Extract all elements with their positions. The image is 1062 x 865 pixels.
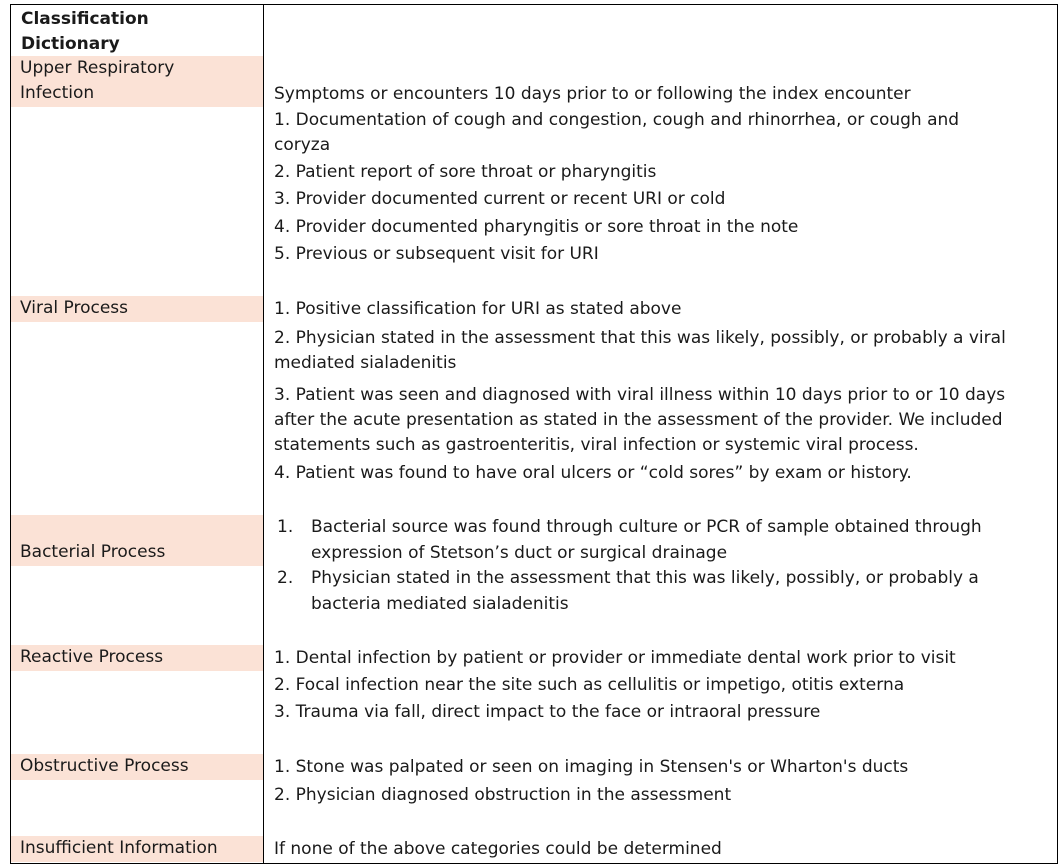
insufficient-criterion: If none of the above categories could be determined xyxy=(274,839,722,859)
obstructive-criterion-2: 2. Physician diagnosed obstruction in the assessment xyxy=(274,785,732,805)
uri-criterion-4: 4. Provider documented pharyngitis or sore throat in the note xyxy=(274,217,799,237)
category-reactive-process: Reactive Process xyxy=(11,645,263,671)
obstructive-criterion-1: 1. Stone was palpated or seen on imaging in Stensen's or Wharton's ducts xyxy=(274,757,909,777)
uri-criterion-2: 2. Patient report of sore throat or pharyngitis xyxy=(274,162,657,182)
uri-criterion-3: 3. Provider documented current or recent URI or cold xyxy=(274,189,726,209)
uri-intro: Symptoms or encounters 10 days prior to or following the index encounter xyxy=(274,84,911,104)
category-upper-respiratory-infection: Upper Respiratory Infection xyxy=(11,56,263,107)
bacterial-criterion-2-number: 2. xyxy=(277,568,294,588)
category-bacterial-process: Bacterial Process xyxy=(11,515,263,566)
reactive-criterion-2: 2. Focal infection near the site such as cellulitis or impetigo, otitis externa xyxy=(274,675,905,695)
uri-criterion-1: 1. Documentation of cough and congestion, cough and rhinorrhea, or cough and coryza xyxy=(274,110,960,155)
category-obstructive-process: Obstructive Process xyxy=(11,754,263,780)
table-title: Classification Dictionary xyxy=(21,9,149,54)
reactive-criterion-1: 1. Dental infection by patient or provider or immediate dental work prior to visit xyxy=(274,648,956,668)
viral-criterion-1: 1. Positive classification for URI as stated above xyxy=(274,299,682,319)
viral-criterion-4: 4. Patient was found to have oral ulcers or “cold sores” by exam or history. xyxy=(274,463,912,483)
bacterial-criterion-2: Physician stated in the assessment that this was likely, possibly, or probably a bacteria mediated sialadenitis xyxy=(311,568,979,614)
category-insufficient-information: Insufficient Information xyxy=(11,836,263,862)
column-divider xyxy=(263,4,264,864)
viral-criterion-3: 3. Patient was seen and diagnosed with viral illness within 10 days prior to or 10 days after the acute presentation as stated in the assessment of the provider. We included statements such as gastroenteritis, viral infection or systemic viral process. xyxy=(274,385,1006,455)
bacterial-criterion-1: Bacterial source was found through culture or PCR of sample obtained through expression of Stetson’s duct or surgical drainage xyxy=(311,517,982,563)
uri-criterion-5: 5. Previous or subsequent visit for URI xyxy=(274,244,599,264)
reactive-criterion-3: 3. Trauma via fall, direct impact to the face or intraoral pressure xyxy=(274,702,821,722)
category-viral-process: Viral Process xyxy=(11,296,263,322)
bacterial-criterion-1-number: 1. xyxy=(277,517,294,537)
viral-criterion-2: 2. Physician stated in the assessment that this was likely, possibly, or probably a viral mediated sialadenitis xyxy=(274,328,1006,373)
